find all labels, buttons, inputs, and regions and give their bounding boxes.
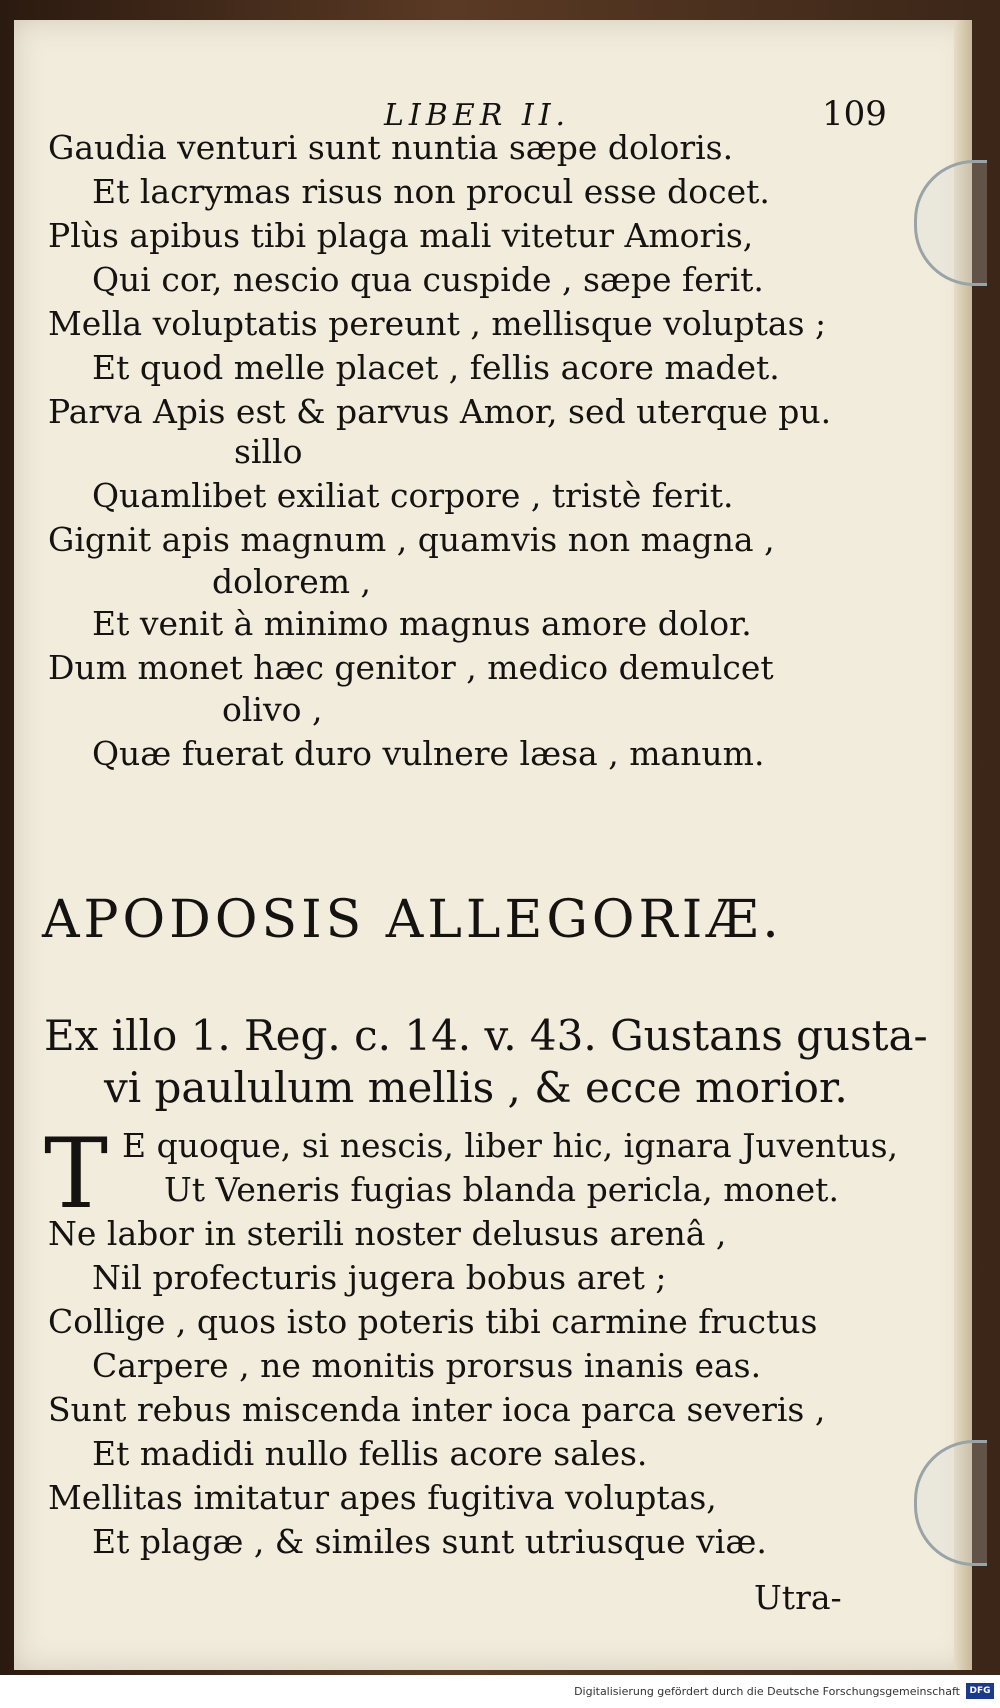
verse-line: E quoque, si nescis, liber hic, ignara Juventus, [122,1126,899,1165]
dfg-logo: DFG [966,1683,994,1699]
verse-line: olivo , [222,690,323,729]
verse-line: Ne labor in sterili noster delusus arenâ , [48,1214,727,1253]
verse-line: Quamlibet exiliat corpore , tristè ferit. [92,476,734,515]
verse-line: Nil profecturis jugera bobus aret ; [92,1258,667,1297]
citation-line: Ex illo 1. Reg. c. 14. v. 43. Gustans gusta- [44,1011,928,1060]
funding-credit: Digitalisierung gefördert durch die Deutsche Forschungsgemeinschaft [574,1685,960,1698]
footer-bar [0,1675,1000,1708]
verse-line: Mella voluptatis pereunt , mellisque voluptas ; [48,304,827,343]
verse-line: Gignit apis magnum , quamvis non magna , [48,520,775,559]
verse-line: Parva Apis est & parvus Amor, sed uterque pu. [48,392,832,431]
verse-line: Gaudia venturi sunt nuntia sæpe doloris. [48,128,734,167]
verse-line: Ut Veneris fugias blanda pericla, monet. [164,1170,839,1209]
verse-line: Quæ fuerat duro vulnere læsa , manum. [92,734,765,773]
verse-line: Dum monet hæc genitor , medico demulcet [48,648,774,687]
citation-line: vi paululum mellis , & ecce morior. [104,1063,848,1112]
verse-line: Et plagæ , & similes sunt utriusque viæ. [92,1522,767,1561]
verse-line: Carpere , ne monitis prorsus inanis eas. [92,1346,762,1385]
verse-line: sillo [234,432,303,471]
book-page [14,20,972,1670]
verse-line: Qui cor, nescio qua cuspide , sæpe ferit. [92,260,764,299]
verse-line: Et quod melle placet , fellis acore madet. [92,348,780,387]
running-title: LIBER II. [384,98,571,133]
catchword: Utra- [754,1578,842,1617]
verse-line: Et venit à minimo magnus amore dolor. [92,604,752,643]
verse-line: Collige , quos isto poteris tibi carmine fructus [48,1302,818,1341]
verse-line: dolorem , [212,562,371,601]
verse-line: Et madidi nullo fellis acore sales. [92,1434,648,1473]
verse-line: Mellitas imitatur apes fugitiva voluptas, [48,1478,717,1517]
verse-line: Plùs apibus tibi plaga mali vitetur Amoris, [48,216,754,255]
verse-line: Sunt rebus miscenda inter ioca parca severis , [48,1390,826,1429]
drop-capital: T [44,1118,109,1230]
verse-line: Et lacrymas risus non procul esse docet. [92,172,770,211]
section-heading: APODOSIS ALLEGORIÆ. [42,890,783,950]
page-number: 109 [822,94,887,134]
